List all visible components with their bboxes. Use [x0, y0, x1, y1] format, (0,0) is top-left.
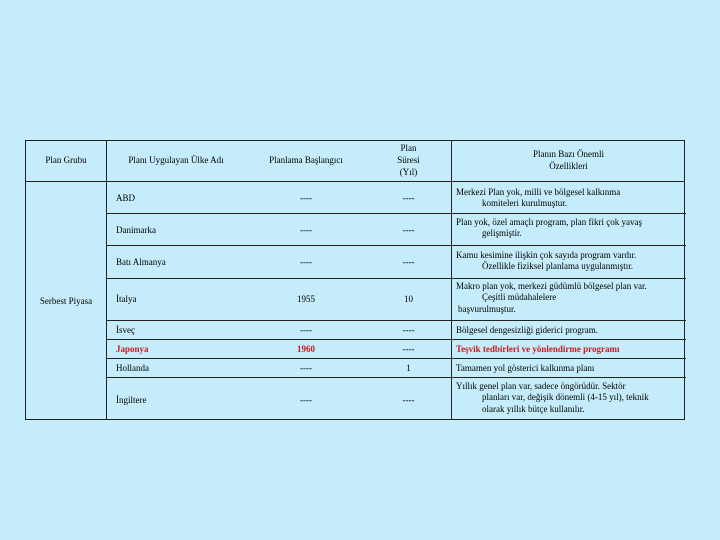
row-features-line1: Plan yok, özel amaçlı program, plan fikri çok yavaş [456, 217, 642, 227]
divider [106, 339, 686, 340]
row-duration: ---- [402, 344, 415, 354]
divider [106, 377, 686, 378]
divider [106, 358, 686, 359]
divider [106, 278, 686, 279]
row-start: ---- [300, 363, 312, 373]
row-duration: ---- [402, 193, 415, 203]
row-country: Batı Almanya [116, 257, 166, 267]
row-features-line2: gelişmiştir. [482, 228, 522, 239]
header-features [451, 141, 686, 181]
row-features-line2: planları var, değişik dönemli (4-15 yıl), teknik [482, 392, 649, 403]
row-country: Hollanda [116, 363, 149, 373]
row-features-line2: komiteleri kurulmuştur. [482, 198, 567, 209]
divider [106, 213, 686, 214]
row-duration: 10 [404, 294, 413, 304]
row-start: ---- [300, 395, 312, 405]
header-features-line2: Özellikleri [549, 161, 588, 171]
header-plan-group: Plan Grubu [45, 155, 87, 166]
row-features: Tamamen yol gösterici kalkınma planı [456, 363, 595, 373]
header-duration-line2: Süresi [397, 155, 420, 166]
row-features-line1: Yıllık genel plan var, sadece öngörüdür. Sektör [456, 381, 626, 391]
row-duration: ---- [402, 325, 415, 335]
header-country: Planı Uygulayan Ülke Adı [128, 155, 224, 166]
header-features-line1: Planın Bazı Önemli [533, 149, 604, 160]
planning-table [25, 140, 685, 420]
row-country: Japonya [116, 344, 149, 354]
row-country: İtalya [116, 294, 137, 304]
group-label: Serbest Piyasa [39, 296, 93, 306]
row-features-line1: Makro plan yok, merkezi güdümlü bölgesel plan var. [456, 281, 647, 291]
row-start: 1960 [297, 344, 315, 354]
row-duration: ---- [402, 257, 415, 267]
row-features-line2: Özellikle fiziksel planlama uygulanmıştır. [482, 261, 633, 272]
row-features-line3: başvurulmuştur. [458, 303, 516, 314]
header-duration [366, 141, 451, 181]
header-start: Planlama Başlangıcı [269, 155, 343, 166]
row-duration: ---- [402, 395, 415, 405]
divider [106, 245, 686, 246]
row-features [456, 217, 686, 243]
row-start: ---- [300, 225, 312, 235]
row-start: ---- [300, 325, 312, 335]
row-duration: 1 [406, 363, 411, 373]
divider [106, 141, 107, 419]
row-features-line3: olarak yıllık bütçe kullanılır. [482, 403, 585, 414]
row-start: 1955 [297, 294, 315, 304]
row-features [456, 250, 686, 276]
row-country: İngiltere [116, 395, 147, 405]
row-features [456, 281, 686, 319]
divider [451, 141, 452, 419]
row-start: ---- [300, 193, 312, 203]
row-features [456, 187, 686, 213]
divider [26, 181, 684, 182]
row-duration: ---- [402, 225, 415, 235]
row-features-line1: Kamu kesimine ilişkin çok sayıda program vardır. [456, 250, 637, 260]
row-features [456, 381, 686, 421]
row-features: Teşvik tedbirleri ve yönlendirme programı [456, 344, 620, 354]
row-country: İsveç [116, 325, 135, 335]
header-duration-line3: (Yıl) [399, 166, 418, 177]
header-duration-line1: Plan [400, 143, 417, 154]
divider [106, 320, 686, 321]
row-country: Danimarka [116, 225, 156, 235]
row-features: Bölgesel dengesizliği giderici program. [456, 325, 598, 335]
row-start: ---- [300, 257, 312, 267]
row-country: ABD [116, 193, 136, 203]
row-features-line2: Çeşitli müdahalelere [482, 292, 557, 303]
row-features-line1: Merkezi Plan yok, milli ve bölgesel kalkınma [456, 187, 621, 197]
